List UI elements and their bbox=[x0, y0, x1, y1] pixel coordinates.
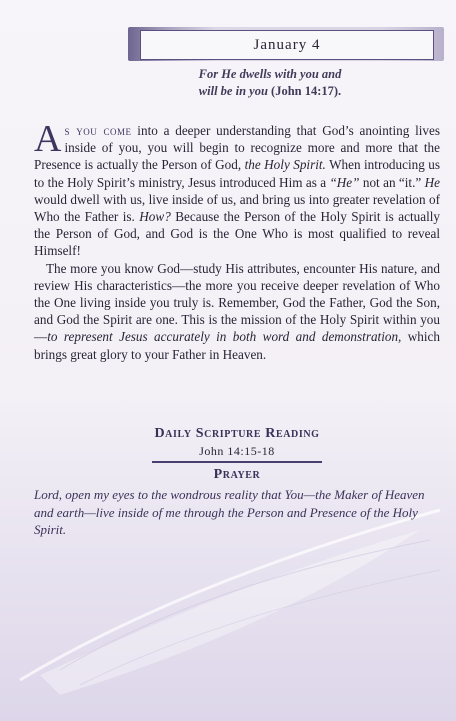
paragraph-1 bbox=[34, 118, 440, 260]
paragraph-2 bbox=[34, 260, 440, 363]
devotional-body bbox=[34, 118, 440, 363]
prayer-text: Lord, open my eyes to the wondrous reality that You—the Maker of Heaven and earth—live inside of me through the Person and Presence of the Holy Spirit. bbox=[34, 487, 425, 537]
verse-reference: (John 14:17). bbox=[271, 84, 342, 98]
drop-cap: A bbox=[34, 118, 62, 160]
p1-italic-2: “He” bbox=[329, 174, 360, 190]
p1-italic-4: How? bbox=[139, 209, 171, 225]
p1-text-2: When introducing us to the Holy Spirit’s ministry, Jesus introduced Him as a bbox=[34, 157, 440, 190]
section-divider bbox=[152, 461, 322, 463]
daily-reading-title: Daily Scripture Reading bbox=[154, 426, 320, 441]
date-header bbox=[140, 30, 434, 60]
p1-italic-1: the Holy Spirit. bbox=[244, 157, 326, 173]
verse-line-2 bbox=[120, 83, 420, 100]
p2-italic-1: to represent Jesus accurately in both word and demonstration, bbox=[47, 329, 402, 345]
verse-line-1: For He dwells with you and bbox=[198, 67, 342, 81]
p1-text-1: into a deeper understanding that God’s anointing lives inside of you, you will begin to recognize more and more that the Presence is actually the Person of God, bbox=[34, 123, 440, 173]
p2-text-2: which brings great glory to your Father in Heaven. bbox=[34, 329, 440, 362]
key-verse bbox=[120, 66, 420, 100]
p1-text-3: not an “it.” bbox=[359, 174, 425, 190]
date-label: January 4 bbox=[253, 36, 321, 53]
p2-text-1: The more you know God—study His attributes, encounter His nature, and review His characteristics—the more you receive deeper revelation of Who the One living inside you truly is. Remember, God the Father, God the Son, and God the Spirit are one. This is the mission of the Holy Spirit within you— bbox=[34, 260, 440, 345]
verse-line-2-text: will be in you bbox=[198, 84, 268, 98]
p1-text-5: Because the Person of the Holy Spirit is actually the Person of God, and God is the One Who is most qualified to reveal Himself! bbox=[34, 209, 440, 259]
prayer-title: Prayer bbox=[213, 467, 261, 482]
lead-in: s you come bbox=[64, 123, 132, 138]
p1-italic-3: He bbox=[424, 174, 440, 190]
daily-reading-reference: John 14:15-18 bbox=[199, 444, 275, 458]
p1-text-4: would dwell with us, live inside of us, and bring us into greater revelation of Who the Father is. bbox=[34, 191, 440, 225]
